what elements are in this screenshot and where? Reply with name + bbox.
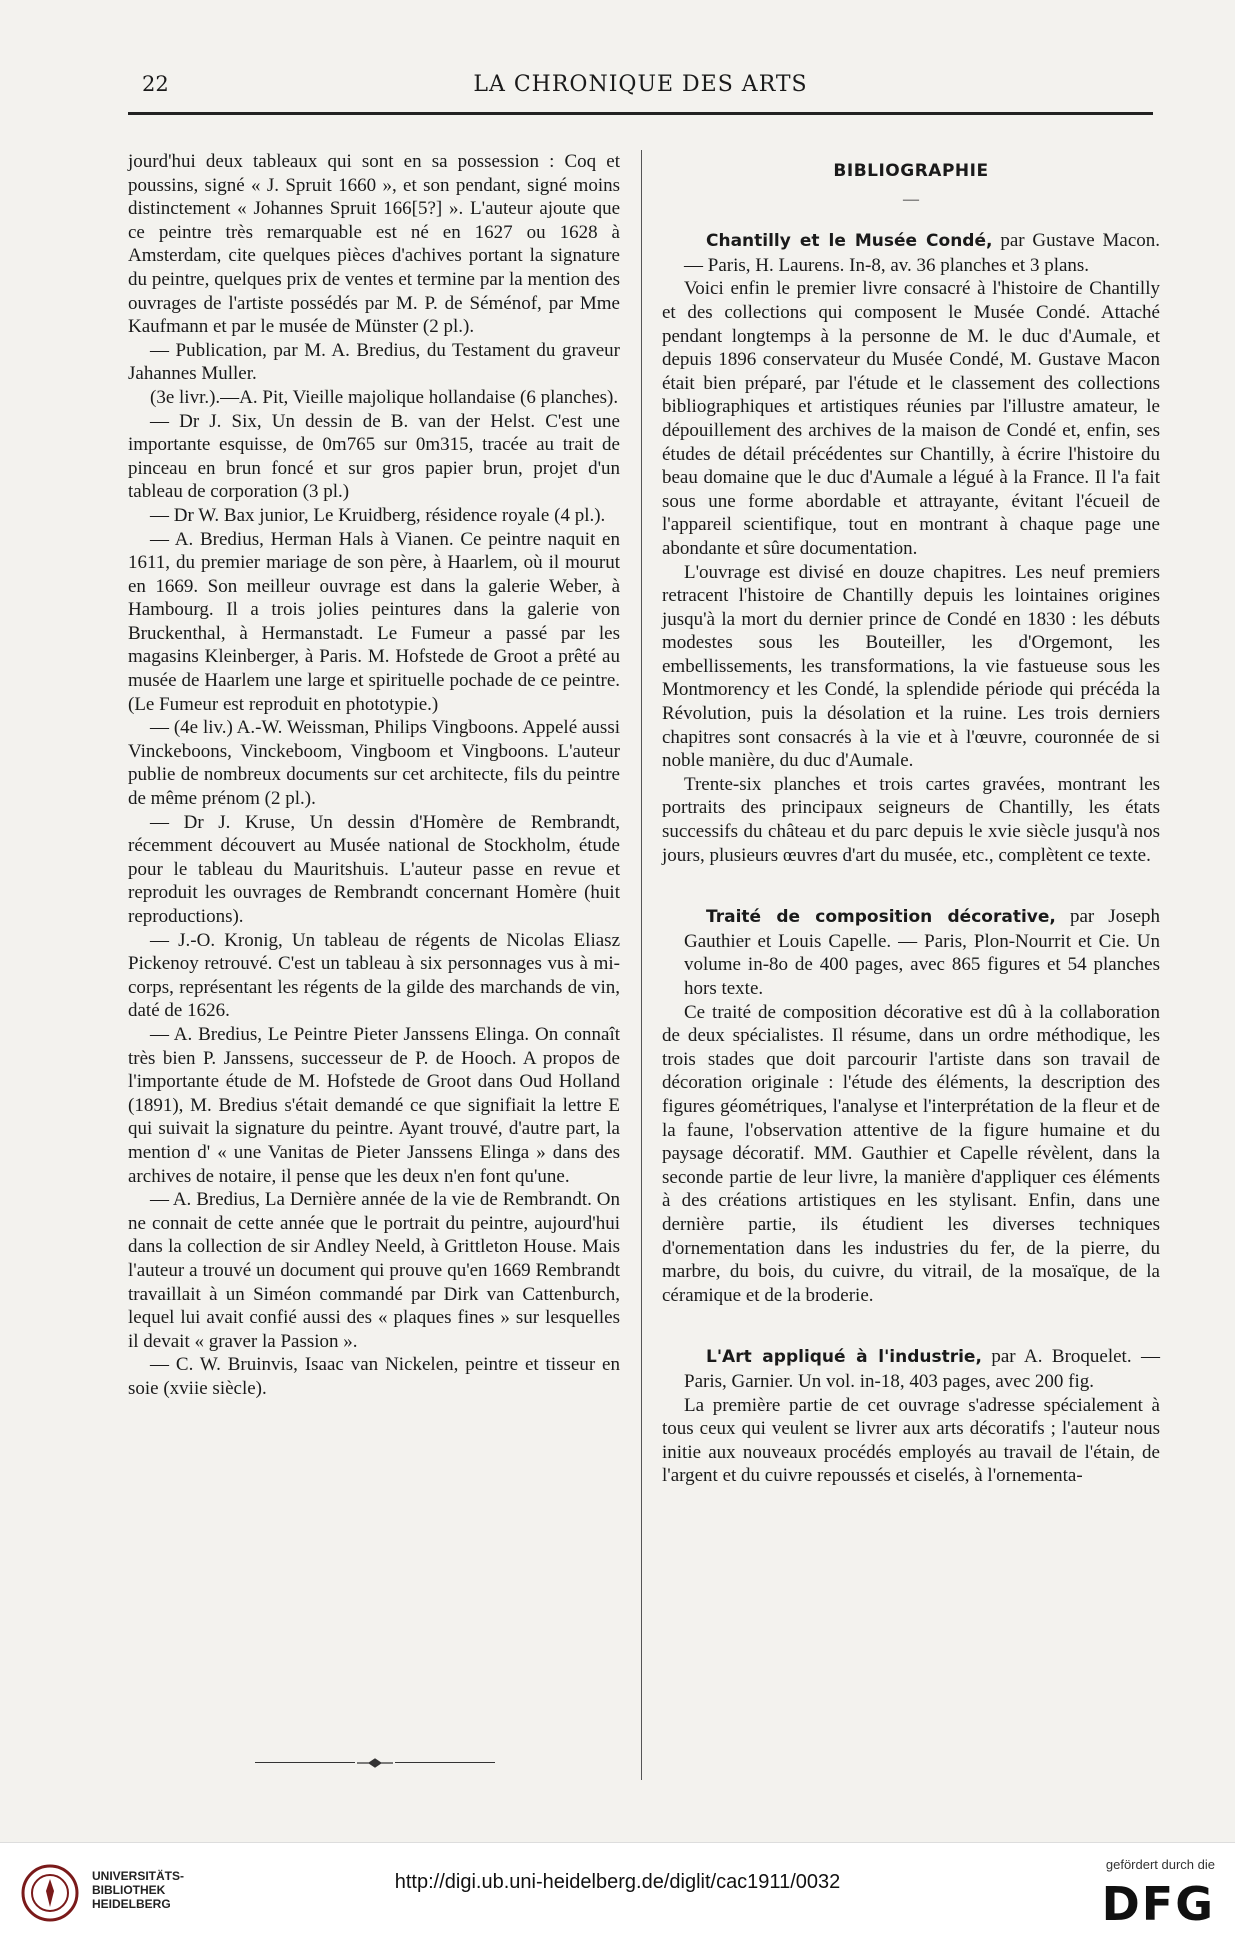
entry-paragraph: La première partie de cet ouvrage s'adresse spécialement à tous ceux qui veulent se livrer aux arts décoratifs ; l'auteur nous initie aux nouveaux procédés employés au travail de l'étain, de l'argent et du cuivre repoussés et ciselés, à l'ornementa-: [662, 1394, 1160, 1487]
left-paragraph: — (4e liv.) A.-W. Weissman, Philips Vingboons. Appelé aussi Vinckeboons, Vinckeboom, Vingboom et Vingboons. L'auteur publie de nombreux documents sur cet architecte, fils du peintre de même prénom (2 pl.).: [128, 717, 620, 810]
source-url-link[interactable]: http://digi.ub.uni-heidelberg.de/diglit/cac1911/0032: [394, 1871, 841, 1893]
book-citation: par Joseph Gauthier et Louis Capelle. — Paris, Plon-Nourrit et Cie. Un volume in-8o de 400 pages, avec 865 figures et 54 planches hors texte.: [684, 906, 1161, 999]
left-paragraph: — A. Bredius, La Dernière année de la vie de Rembrandt. On ne connait de cette année que le portrait du peintre, aujourd'hui dans la collection de sir Andley Neeld, à Grittleton House. Mais l'auteur a trouvé un document qui prouve qu'en 1669 Rembrandt travaillait à un Siméon commandé par Dirk van Cattenburch, lequel lui avait confié aussi des « plaques fines » sur lesquelles il devait « graver la Passion ».: [128, 1189, 620, 1352]
bibliography-entry-heading: [662, 1345, 1160, 1393]
entry-paragraph: Trente-six planches et trois cartes gravées, montrant les portraits des principaux seigneurs de Chantilly, les états successifs du château et du parc depuis le xvie siècle jusqu'à nos jours, plusieurs œuvres d'art du musée, etc., complètent ce texte.: [662, 773, 1160, 866]
book-citation: par Gustave Macon. — Paris, H. Laurens. In-8, av. 36 planches et 3 plans.: [684, 230, 1161, 276]
book-citation: par A. Broquelet. — Paris, Garnier. Un vol. in-18, 403 pages, avec 200 fig.: [684, 1346, 1161, 1392]
entry-paragraph: Ce traité de composition décorative est dû à la collaboration de deux spécialistes. Il résume, dans un ordre méthodique, les trois stades que doit parcourir l'artiste dans son travail de décoration originale : l'étude des éléments, la description des figures géométriques, l'analyse et l'interprétation de la fleur et de la faune, l'observation attentive de la figure humaine et du paysage décoratif. MM. Gauthier et Capelle révèlent, dans la seconde partie de leur livre, la manière d'appliquer ces éléments à des créations artistiques en les stylisant. Enfin, dans une dernière partie, ils étudient les diverses techniques d'ornementation dans les industries du fer, de la pierre, du marbre, du bois, du cuivre, du vitrail, de la mosaïque, de la céramique et de la broderie.: [662, 1001, 1160, 1306]
footer-bar: [0, 1842, 1235, 1942]
left-paragraph: — A. Bredius, Le Peintre Pieter Janssens Elinga. On connaît très bien P. Janssens, successeur de P. de Hooch. A propos de l'importante étude de M. Hofstede de Groot dans Oud Holland (1891), M. Bredius s'était demandé ce que signifiait la lettre E qui suivait la signature du peintre. Ayant trouvé, d'autre part, la mention d' « une Vanitas de Pieter Janssens Elinga » dans des archives de notaire, il pense que les deux n'en font qu'une.: [128, 1023, 620, 1187]
left-paragraph: — A. Bredius, Herman Hals à Vianen. Ce peintre naquit en 1611, du premier mariage de son père, à Haarlem, où il mourut en 1669. Son meilleur ouvrage est dans la galerie Weber, à Hambourg. Il a trois jolies peintures dans la galerie von Bruckenthal, à Hermanstadt. Le Fumeur a passé par les magasins Kleinberger, à Paris. M. Hofstede de Groot a prêté au musée de Haarlem une large et spirituelle pochade de ce peintre. (Le Fumeur est reproduit en phototypie.): [128, 528, 620, 715]
running-title: LA CHRONIQUE DES ARTS: [473, 72, 808, 97]
dfg-logo: DFG: [1101, 1877, 1215, 1931]
bibliography-entry-heading: [662, 905, 1160, 1000]
section-dash: —: [903, 190, 919, 208]
left-paragraph: — Dr J. Six, Un dessin de B. van der Helst. C'est une importante esquisse, de 0m765 sur 0m315, tracée au trait de pinceau en brun foncé et sur gros papier brun, projet d'un tableau de corporation (3 pl.): [128, 410, 620, 503]
bibliography-entry-heading: [662, 229, 1160, 277]
book-title: Traité de composition décorative,: [706, 907, 1056, 928]
column-separator: [641, 150, 642, 1780]
left-paragraph: (3e livr.).—A. Pit, Vieille majolique hollandaise (6 planches).: [150, 386, 619, 408]
right-column: [662, 150, 1160, 1488]
library-name: UNIVERSITÄTS- BIBLIOTHEK HEIDELBERG: [92, 1869, 185, 1911]
left-paragraph: — Dr W. Bax junior, Le Kruidberg, résidence royale (4 pl.).: [150, 504, 606, 526]
section-title: BIBLIOGRAPHIE: [833, 161, 989, 181]
book-title: L'Art appliqué à l'industrie,: [706, 1347, 982, 1368]
funded-by-label: gefördert durch die: [1105, 1857, 1215, 1872]
left-paragraph: jourd'hui deux tableaux qui sont en sa possession : Coq et poussins, signé « J. Spruit 1660 », et son pendant, signé moins distinctement « Johannes Spruit 166[5?] ». L'auteur ajoute que ce peintre très remarquable est né en 1627 ou 1628 à Amsterdam, cite quelques pièces d'achives portant la signature du peintre, quelques prix de ventes et termine par la mention des ouvrages de l'artiste possédés par M. P. de Séménof, par Mme Kaufmann et par le musée de Münster (2 pl.).: [128, 151, 620, 338]
book-title: Chantilly et le Musée Condé,: [706, 231, 993, 252]
running-header: [128, 72, 1153, 102]
left-paragraph: — Publication, par M. A. Bredius, du Testament du graveur Jahannes Muller.: [128, 339, 620, 385]
header-rule: [128, 112, 1153, 115]
left-column: [128, 150, 620, 1400]
left-paragraph: — J.-O. Kronig, Un tableau de régents de Nicolas Eliasz Pickenoy retrouvé. C'est un tableau à six personnages vus à mi-corps, représentant les régents de la gilde des marchands de vin, daté de 1626.: [128, 929, 620, 1022]
left-paragraph: — C. W. Bruinvis, Isaac van Nickelen, peintre et tisseur en soie (xviie siècle).: [128, 1354, 620, 1399]
entry-paragraph: L'ouvrage est divisé en douze chapitres. Les neuf premiers retracent l'histoire de Chantilly depuis les lointaines origines jusqu'à la mort du dernier prince de Condé en 1830 : les débuts modestes sous les Bouteiller, les d'Orgemont, les embellissements, les transformations, la vie fastueuse sous les Montmorency et les Condé, la splendide période qui précéda la Révolution, puis la désolation et la ruine. Les trois derniers chapitres sont consacrés à la vie et à l'œuvre, couronnée de si noble manière, du duc d'Aumale.: [662, 561, 1160, 772]
fleuron-icon: [355, 1758, 395, 1768]
end-ornament: [255, 1758, 495, 1768]
left-paragraph: — Dr J. Kruse, Un dessin d'Homère de Rembrandt, récemment découvert au Musée national de Stockholm, étude pour le tableau du Mauritshuis. L'auteur passe en revue et reproduit les ouvrages de Rembrandt concernant Homère (huit reproductions).: [128, 811, 620, 927]
page-number: 22: [142, 72, 169, 96]
entry-paragraph: Voici enfin le premier livre consacré à l'histoire de Chantilly et des collections qui composent le Musée Condé. Attaché pendant longtemps à la personne de M. le duc d'Aumale, et depuis 1896 conservateur du Musée Condé, M. Gustave Macon était bien préparé, par l'étude et le classement des collections bibliographiques et artistiques réunies par l'illustre amateur, le dépouillement des archives de la maison de Condé et, enfin, ses études de détail précédentes sur Chantilly, à écrire l'histoire du beau domaine que le duc d'Aumale a légué à la France. Il l'a fait sous une forme abordable et attrayante, évitant l'écueil de l'appareil scientifique, tout en montrant à chaque page une abondante et sûre documentation.: [662, 278, 1160, 559]
